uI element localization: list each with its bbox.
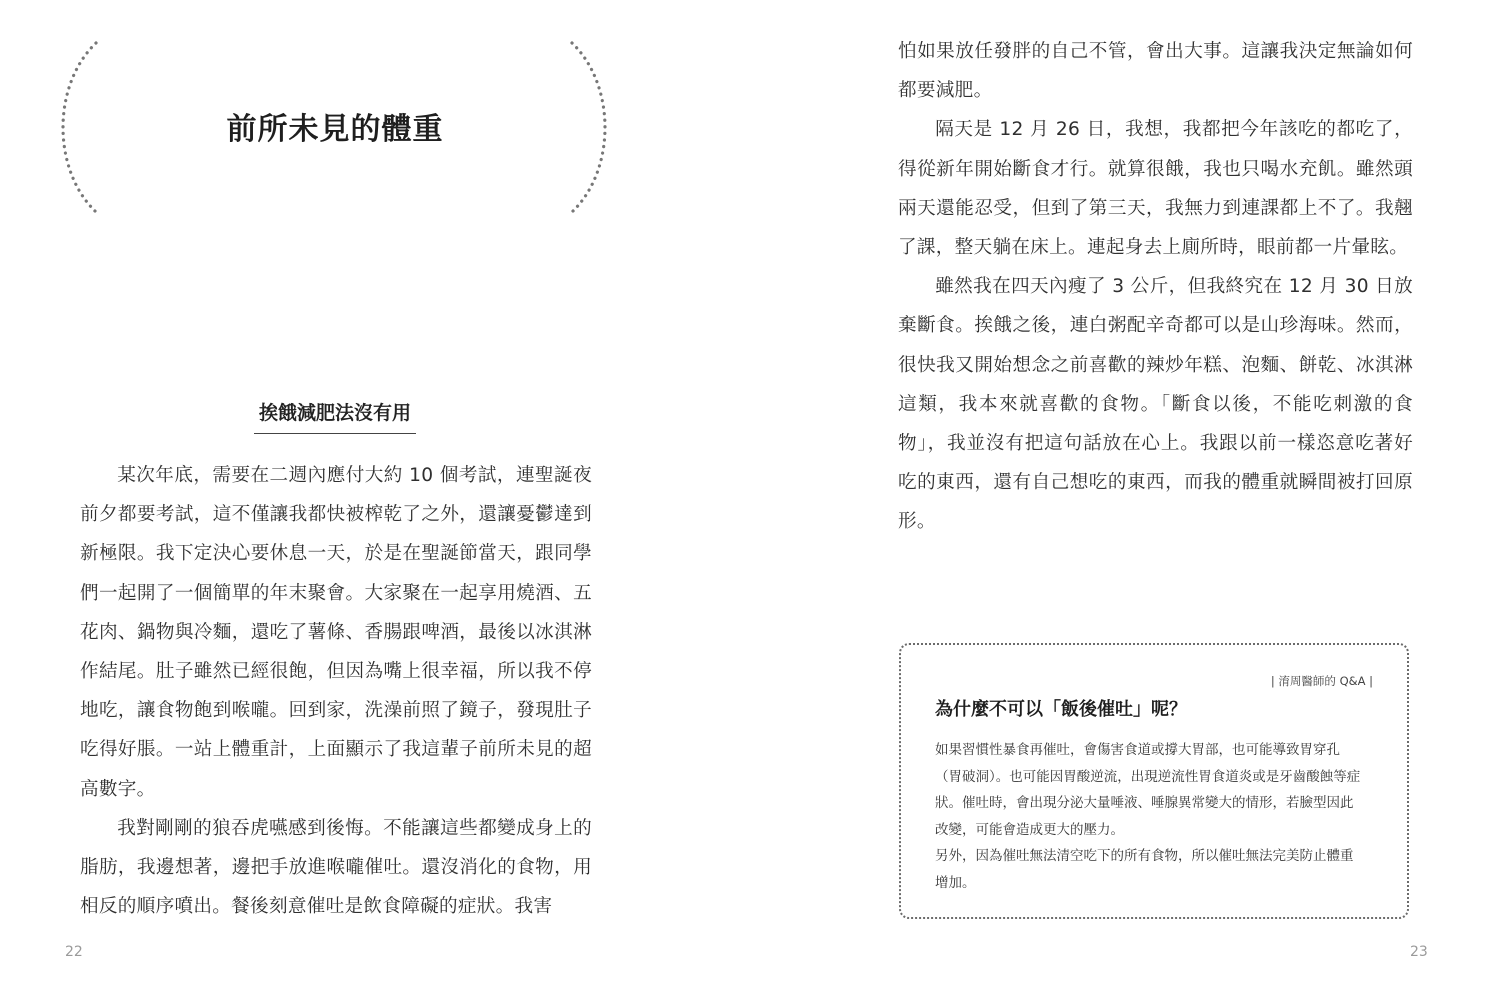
dotted-bracket-left [60, 40, 100, 215]
paragraph: 某次年底，需要在二週內應付大約 10 個考試，連聖誕夜前夕都要考試，這不僅讓我都快被榨乾了之外，還讓憂鬱達到新極限。我下定決心要休息一天，於是在聖誕節當天，跟同學們一起開了一個簡單的年末聚會。大家聚在一起享用燒酒、五花肉、鍋物與冷麵，還吃了薯條、香腸跟啤酒，最後以冰淇淋作結尾。肚子雖然已經很飽，但因為嘴上很幸福，所以我不停地吃，讓食物飽到喉嚨。回到家，洗澡前照了鏡子，發現肚子吃得好脹。一站上體重計，上面顯示了我這輩子前所未見的超高數字。 [80, 465, 592, 800]
page-number-left: 22 [65, 944, 83, 960]
qa-box [899, 643, 1409, 919]
page-number-right: 23 [1410, 944, 1428, 960]
left-body-text [80, 456, 592, 926]
qa-question: 為什麼不可以「飯後催吐」呢？ [935, 699, 1187, 720]
paragraph: 怕如果放任發胖的自己不管，會出大事。這讓我決定無論如何都要減肥。 [898, 41, 1413, 102]
paragraph: 隔天是 12 月 26 日，我想，我都把今年該吃的都吃了，得從新年開始斷食才行。就算很餓，我也只喝水充飢。雖然頭兩天還能忍受，但到了第三天，我無力到連課都上不了。我翹了課，整天躺在床上。連起身去上廁所時，眼前都一片暈眩。 [898, 119, 1413, 259]
chapter-title: 前所未見的體重 [226, 112, 444, 147]
paragraph: 雖然我在四天內瘦了 3 公斤，但我終究在 12 月 30 日放棄斷食。挨餓之後，連白粥配辛奇都可以是山珍海味。然而，很快我又開始想念之前喜歡的辣炒年糕、泡麵、餅乾、冰淇淋這類，我本來就喜歡的食物。「斷食以後，不能吃刺激的食物」，我並沒有把這句話放在心上。我跟以前一樣恣意吃著好吃的東西，還有自己想吃的東西，而我的體重就瞬間被打回原形。 [898, 276, 1413, 533]
dotted-bracket-right [568, 40, 608, 215]
qa-tag: | 淯周醫師的 Q&A | [1270, 674, 1373, 688]
section-heading: 挨餓減肥法沒有用 [254, 398, 416, 434]
qa-answer-paragraph: 如果習慣性暴食再催吐，會傷害食道或撐大胃部，也可能導致胃穿孔（胃破洞）。也可能因胃酸逆流，出現逆流性胃食道炎或是牙齒酸蝕等症狀。催吐時，會出現分泌大量唾液、唾腺異常變大的情形，若臉型因此改變，可能會造成更大的壓力。 [935, 742, 1361, 838]
right-page [743, 0, 1486, 1000]
paragraph: 我對剛剛的狼吞虎嚥感到後悔。不能讓這些都變成身上的脂肪，我邊想著，邊把手放進喉嚨催吐。還沒消化的食物，用相反的順序噴出。餐後刻意催吐是飲食障礙的症狀。我害 [80, 817, 592, 918]
qa-answer-paragraph: 另外，因為催吐無法清空吃下的所有食物，所以催吐無法完美防止體重增加。 [935, 848, 1354, 891]
right-body-text [898, 32, 1413, 542]
qa-answer [935, 737, 1365, 896]
